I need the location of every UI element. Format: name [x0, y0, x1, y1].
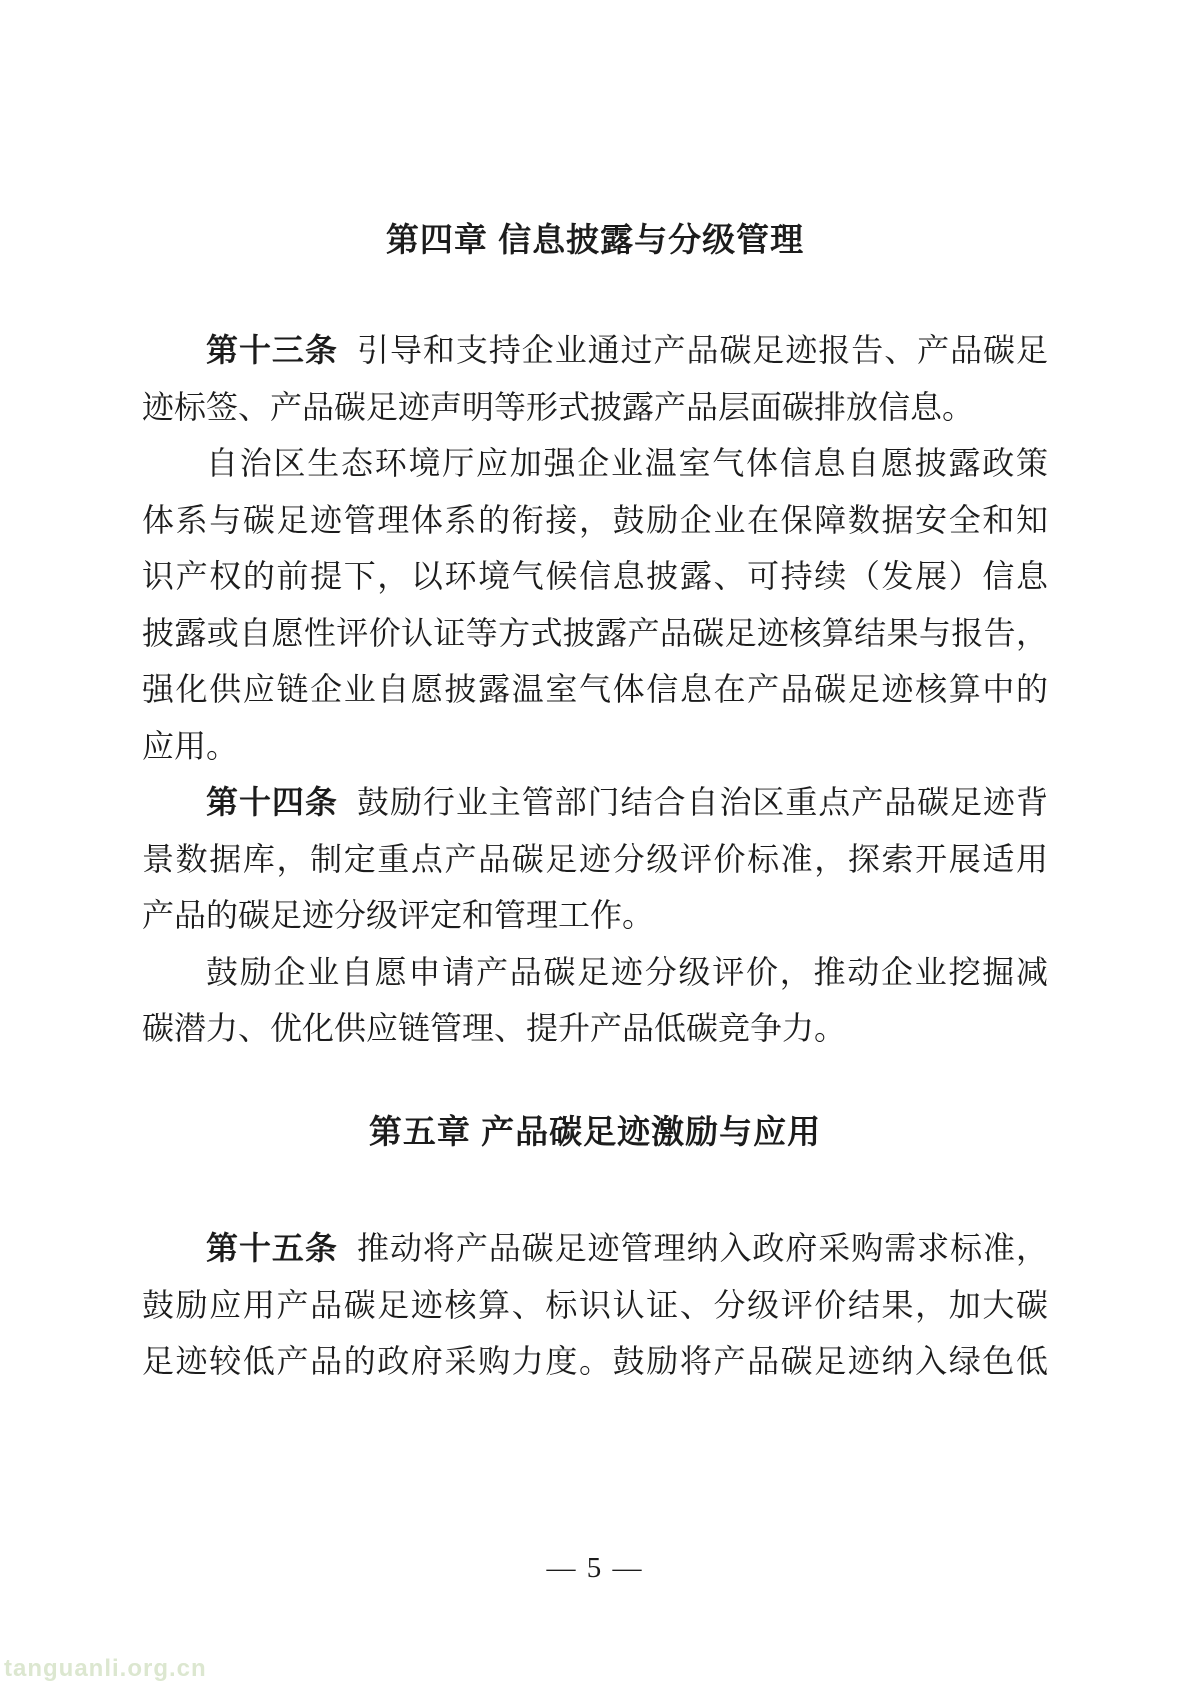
- article-13-para-2-line-3: 识产权的前提下，以环境气候信息披露、可持续（发展）信息: [142, 558, 1048, 594]
- article-14-line-2: 景数据库，制定重点产品碳足迹分级评价标准，探索开展适用: [142, 840, 1048, 877]
- article-15-line-2: 鼓励应用产品碳足迹核算、标识认证、分级评价结果，加大碳: [142, 1286, 1048, 1323]
- article-13-number: 第十三条: [206, 332, 338, 368]
- article-13-para-2-line-2: 体系与碳足迹管理体系的衔接，鼓励企业在保障数据安全和知: [142, 501, 1048, 538]
- article-15-line-3: 足迹较低产品的政府采购力度。鼓励将产品碳足迹纳入绿色低: [142, 1343, 1048, 1379]
- body-line-text: 鼓励行业主管部门结合自治区重点产品碳足迹背: [357, 784, 1048, 820]
- article-14-number: 第十四条: [206, 784, 338, 820]
- page-number: — 5 —: [546, 1552, 644, 1584]
- article-15-number: 第十五条: [206, 1230, 338, 1266]
- article-13-line-2: 迹标签、产品碳足迹声明等形式披露产品层面碳排放信息。: [142, 388, 975, 425]
- body-line-text: 引导和支持企业通过产品碳足迹报告、产品碳足: [357, 332, 1048, 368]
- chapter-5-body: [142, 1220, 1048, 1390]
- body-line-text: 推动将产品碳足迹管理纳入政府采购需求标准，: [357, 1230, 1048, 1266]
- article-13-para-2-line-1: 自治区生态环境厅应加强企业温室气体信息自愿披露政策: [206, 445, 1048, 481]
- article-14-line-1: [142, 774, 1048, 831]
- article-14-para-2-line-2: 碳潜力、优化供应链管理、提升产品低碳竞争力。: [142, 1010, 847, 1046]
- chapter-4-body: [142, 322, 1048, 1057]
- article-15-line-1: [142, 1220, 1048, 1277]
- chapter-4-heading: 第四章 信息披露与分级管理: [385, 221, 805, 258]
- article-13-para-2-line-4: 披露或自愿性评价认证等方式披露产品碳足迹核算结果与报告，: [142, 614, 1048, 651]
- article-14-para-2-line-1: 鼓励企业自愿申请产品碳足迹分级评价，推动企业挖掘减: [206, 953, 1048, 990]
- article-14-line-3: 产品的碳足迹分级评定和管理工作。: [142, 897, 655, 933]
- chapter-5-heading: 第五章 产品碳足迹激励与应用: [368, 1113, 822, 1150]
- article-13-para-2-line-6: 应用。: [142, 727, 239, 764]
- article-13-line-1: [142, 322, 1048, 379]
- article-13-para-2-line-5: 强化供应链企业自愿披露温室气体信息在产品碳足迹核算中的: [142, 671, 1048, 707]
- watermark: tanguanli.org.cn: [4, 1655, 207, 1682]
